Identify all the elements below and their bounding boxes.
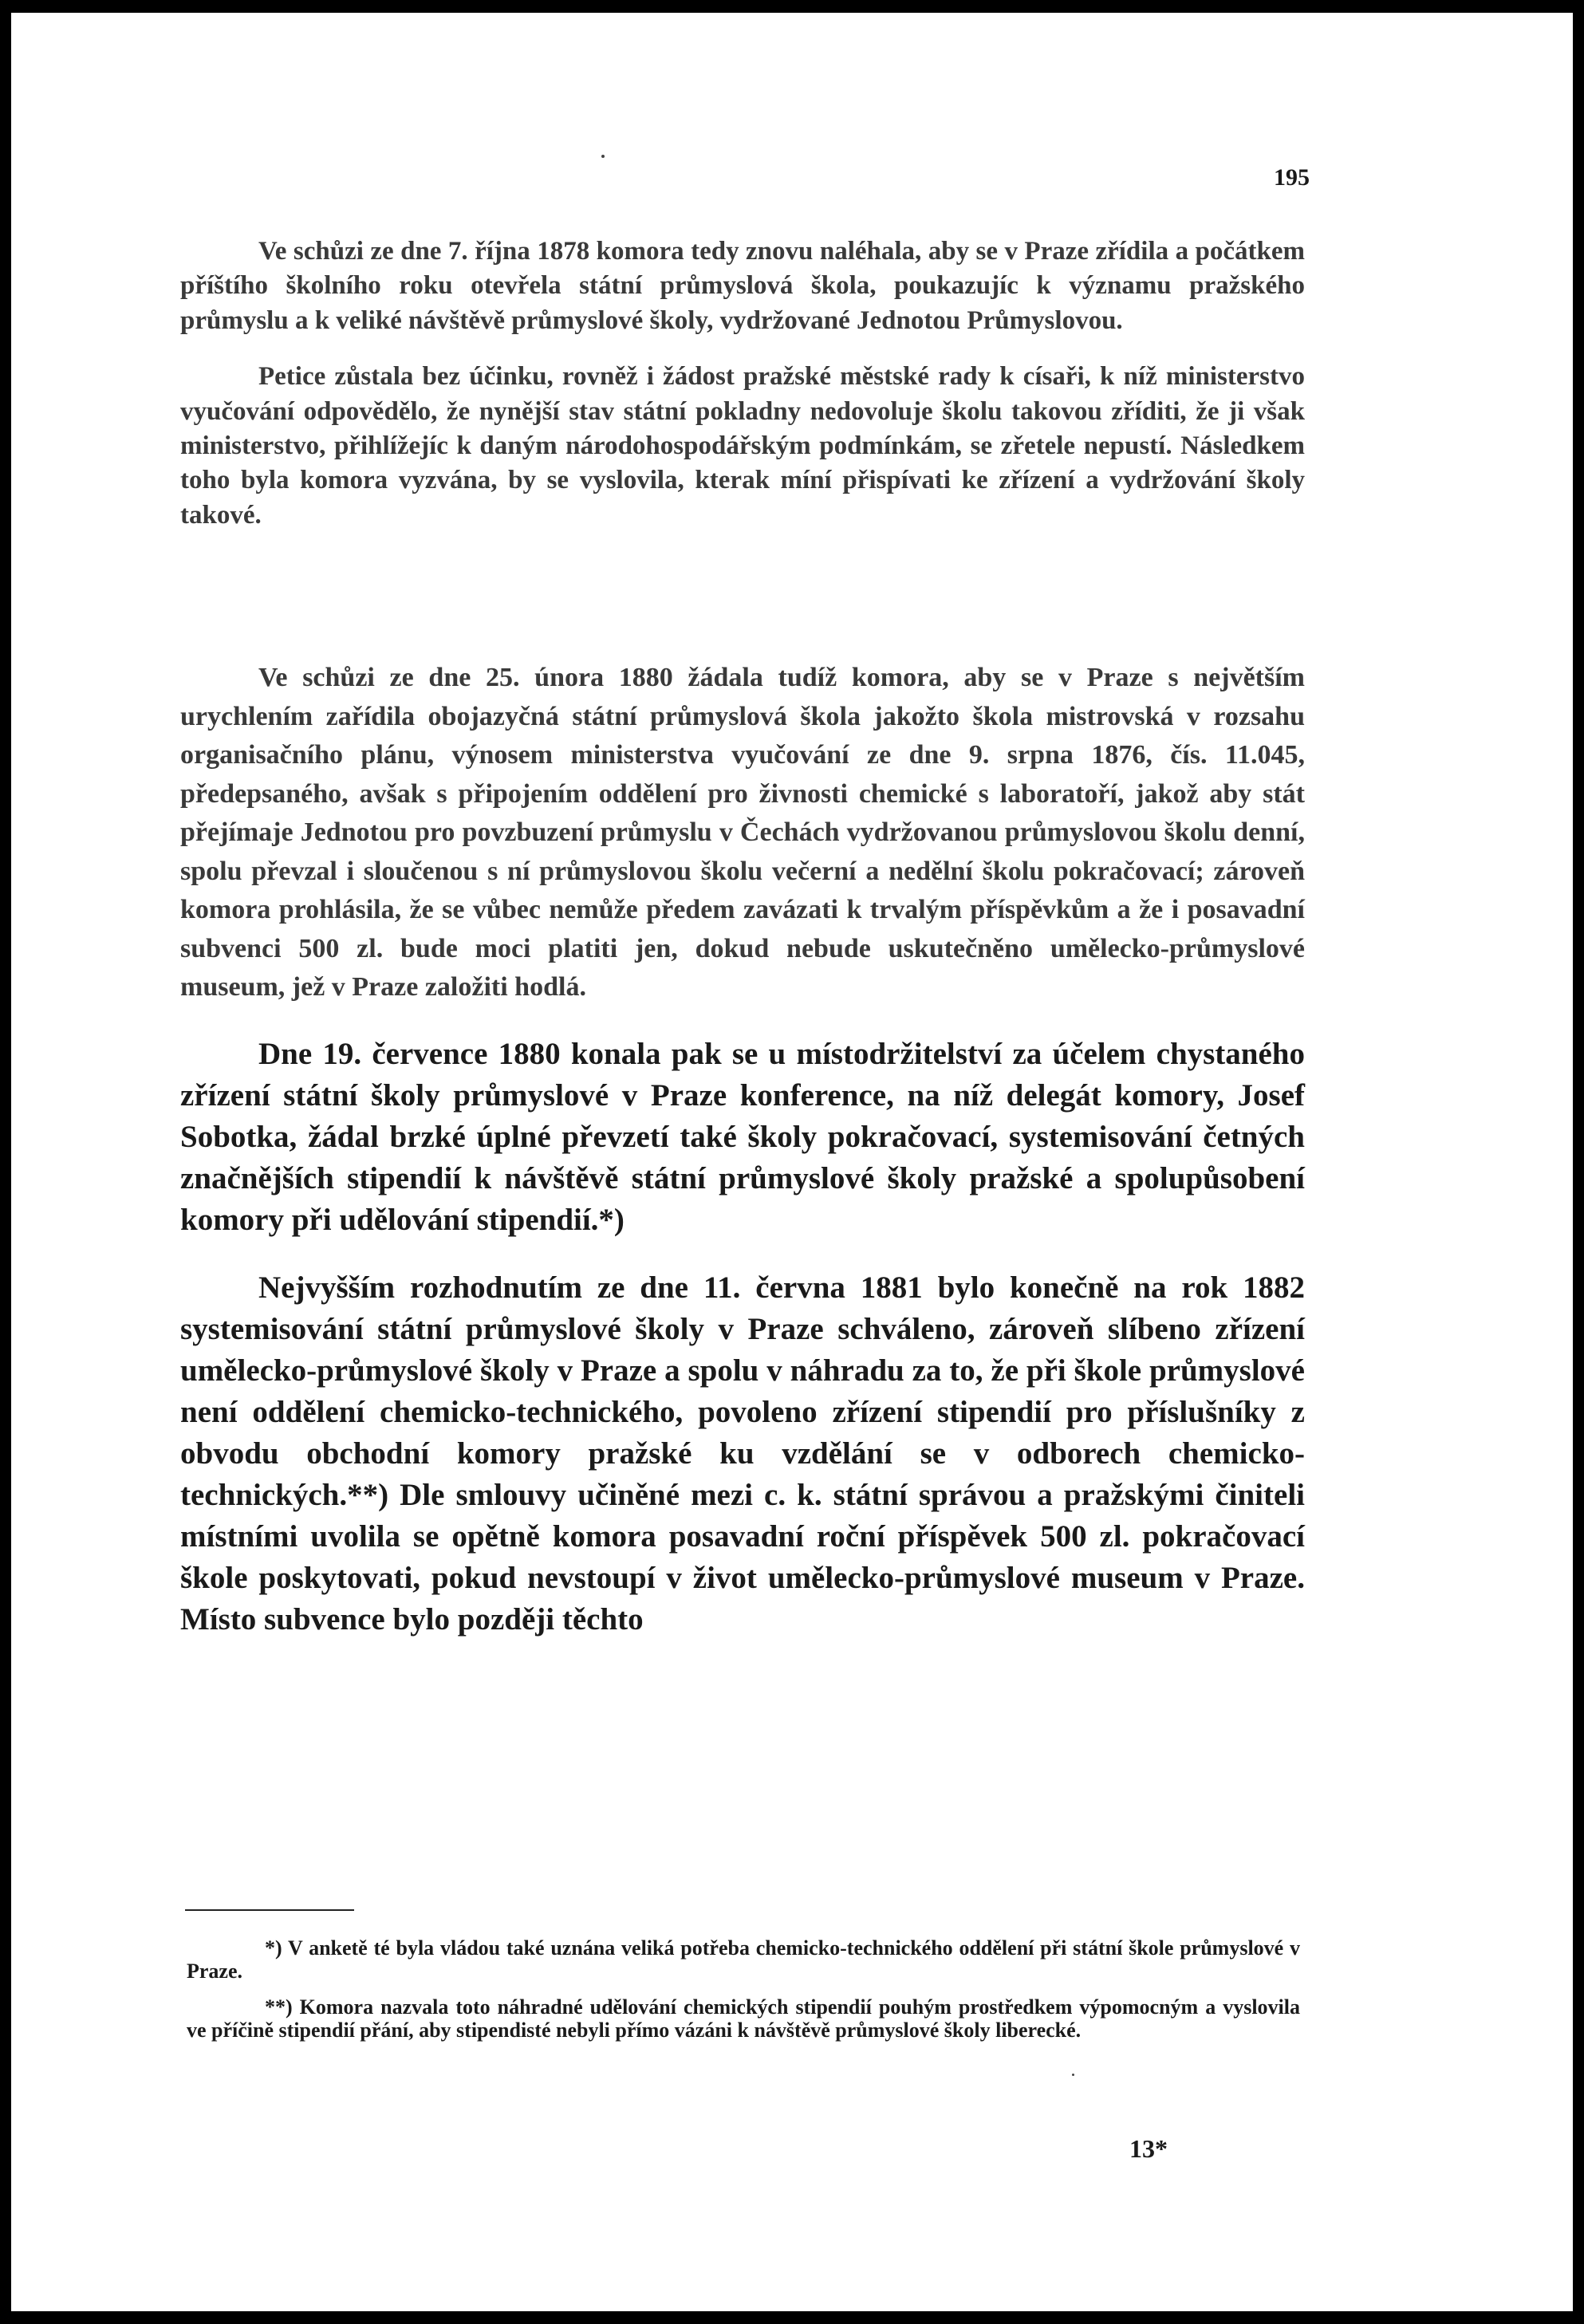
- footnote-2: **) Komora nazvala toto náhradné udělování chemických stipendií pouhým prostředkem výpomocným a vyslovila ve příčině stipendií přání, aby stipendisté nebyli přímo vázáni k návštěvě průmyslové školy liberecké.: [187, 1995, 1300, 2042]
- paragraph-3: Ve schůzi ze dne 25. února 1880 žádala tudíž komora, aby se v Praze s největším urychlením zařídila obojazyčná státní průmyslová škola jakožto škola mistrovská v rozsahu organisačního plánu, výnosem ministerstva vyučování ze dne 9. srpna 1876, čís. 11.045, předepsaného, avšak s připojením oddělení pro živnosti chemické s laboratoří, jakož aby stát přejímaje Jednotou pro povzbuzení průmyslu v Čechách vydržovanou průmyslovou školu denní, spolu převzal i sloučenou s ní průmyslovou školu večerní a nedělní školu pokračovací; zároveň komora prohlásila, že se vůbec nemůže předem zavázati k trvalým příspěvkům a že i posavadní subvenci 500 zl. bude moci platiti jen, dokud nebude uskutečněno umělecko-průmyslové museum, jež v Praze založiti hodlá.: [180, 663, 1305, 1002]
- footnote-divider: [185, 1909, 354, 1911]
- footnotes: [187, 1936, 1300, 2054]
- paragraph-5: Nejvyšším rozhodnutím ze dne 11. června 1881 bylo konečně na rok 1882 systemisování státní průmyslové školy v Praze schváleno, zároveň slíbeno zřízení umělecko-průmyslové školy v Praze a spolu v náhradu za to, že při škole průmyslové není oddělení chemicko-technického, povoleno zřízení stipendií pro příslušníky z obvodu obchodní komory pražské ku vzdělání se v odborech chemicko-technických.**) Dle smlouvy učiněné mezi c. k. státní správou a pražskými činiteli místními uvolila se opětně komora posavadní roční příspěvek 500 zl. pokračovací škole poskytovati, pokud nevstoupí v život umělecko-průmyslové museum v Praze. Místo subvence bylo později těchto: [180, 1270, 1305, 1637]
- signature-mark: 13*: [1129, 2134, 1168, 2163]
- page-number: 195: [1274, 164, 1310, 191]
- footnote-1: *) V anketě té byla vládou také uznána veliká potřeba chemicko-technického oddělení při státní škole průmyslové v Praze.: [187, 1936, 1300, 1983]
- paragraph-2: Petice zůstala bez účinku, rovněž i žádost pražské městské rady k císaři, k níž ministerstvo vyučování odpovědělo, že nynější stav státní pokladny nedovoluje školu takovou zříditi, že ji však ministerstvo, přihlížejíc k daným národohospodářským podmínkám, se zřetele nepustí. Následkem toho byla komora vyzvána, by se vyslovila, kterak míní přispívati ke zřízení a vydržování školy takové.: [180, 362, 1305, 530]
- body-text-upper: [180, 234, 1305, 533]
- paragraph-4: Dne 19. července 1880 konala pak se u místodržitelství za účelem chystaného zřízení státní školy průmyslové v Praze konference, na níž delegát komory, Josef Sobotka, žádal brzké úplné převzetí také školy pokračovací, systemisování četných značnějších stipendií k návštěvě státní průmyslové školy pražské a spolupůsobení komory při udělování stipendií.*): [180, 1036, 1305, 1237]
- printing-speck: [1072, 2074, 1074, 2076]
- printing-speck: [601, 155, 605, 158]
- document-page: [11, 13, 1573, 2311]
- body-text-lower: [180, 659, 1305, 1641]
- paragraph-1: Ve schůzi ze dne 7. října 1878 komora tedy znovu naléhala, aby se v Praze zřídila a počátkem příštího školního roku otevřela státní průmyslová škola, poukazujíc k významu pražského průmyslu a k veliké návštěvě průmyslové školy, vydržované Jednotou Průmyslovou.: [180, 237, 1305, 335]
